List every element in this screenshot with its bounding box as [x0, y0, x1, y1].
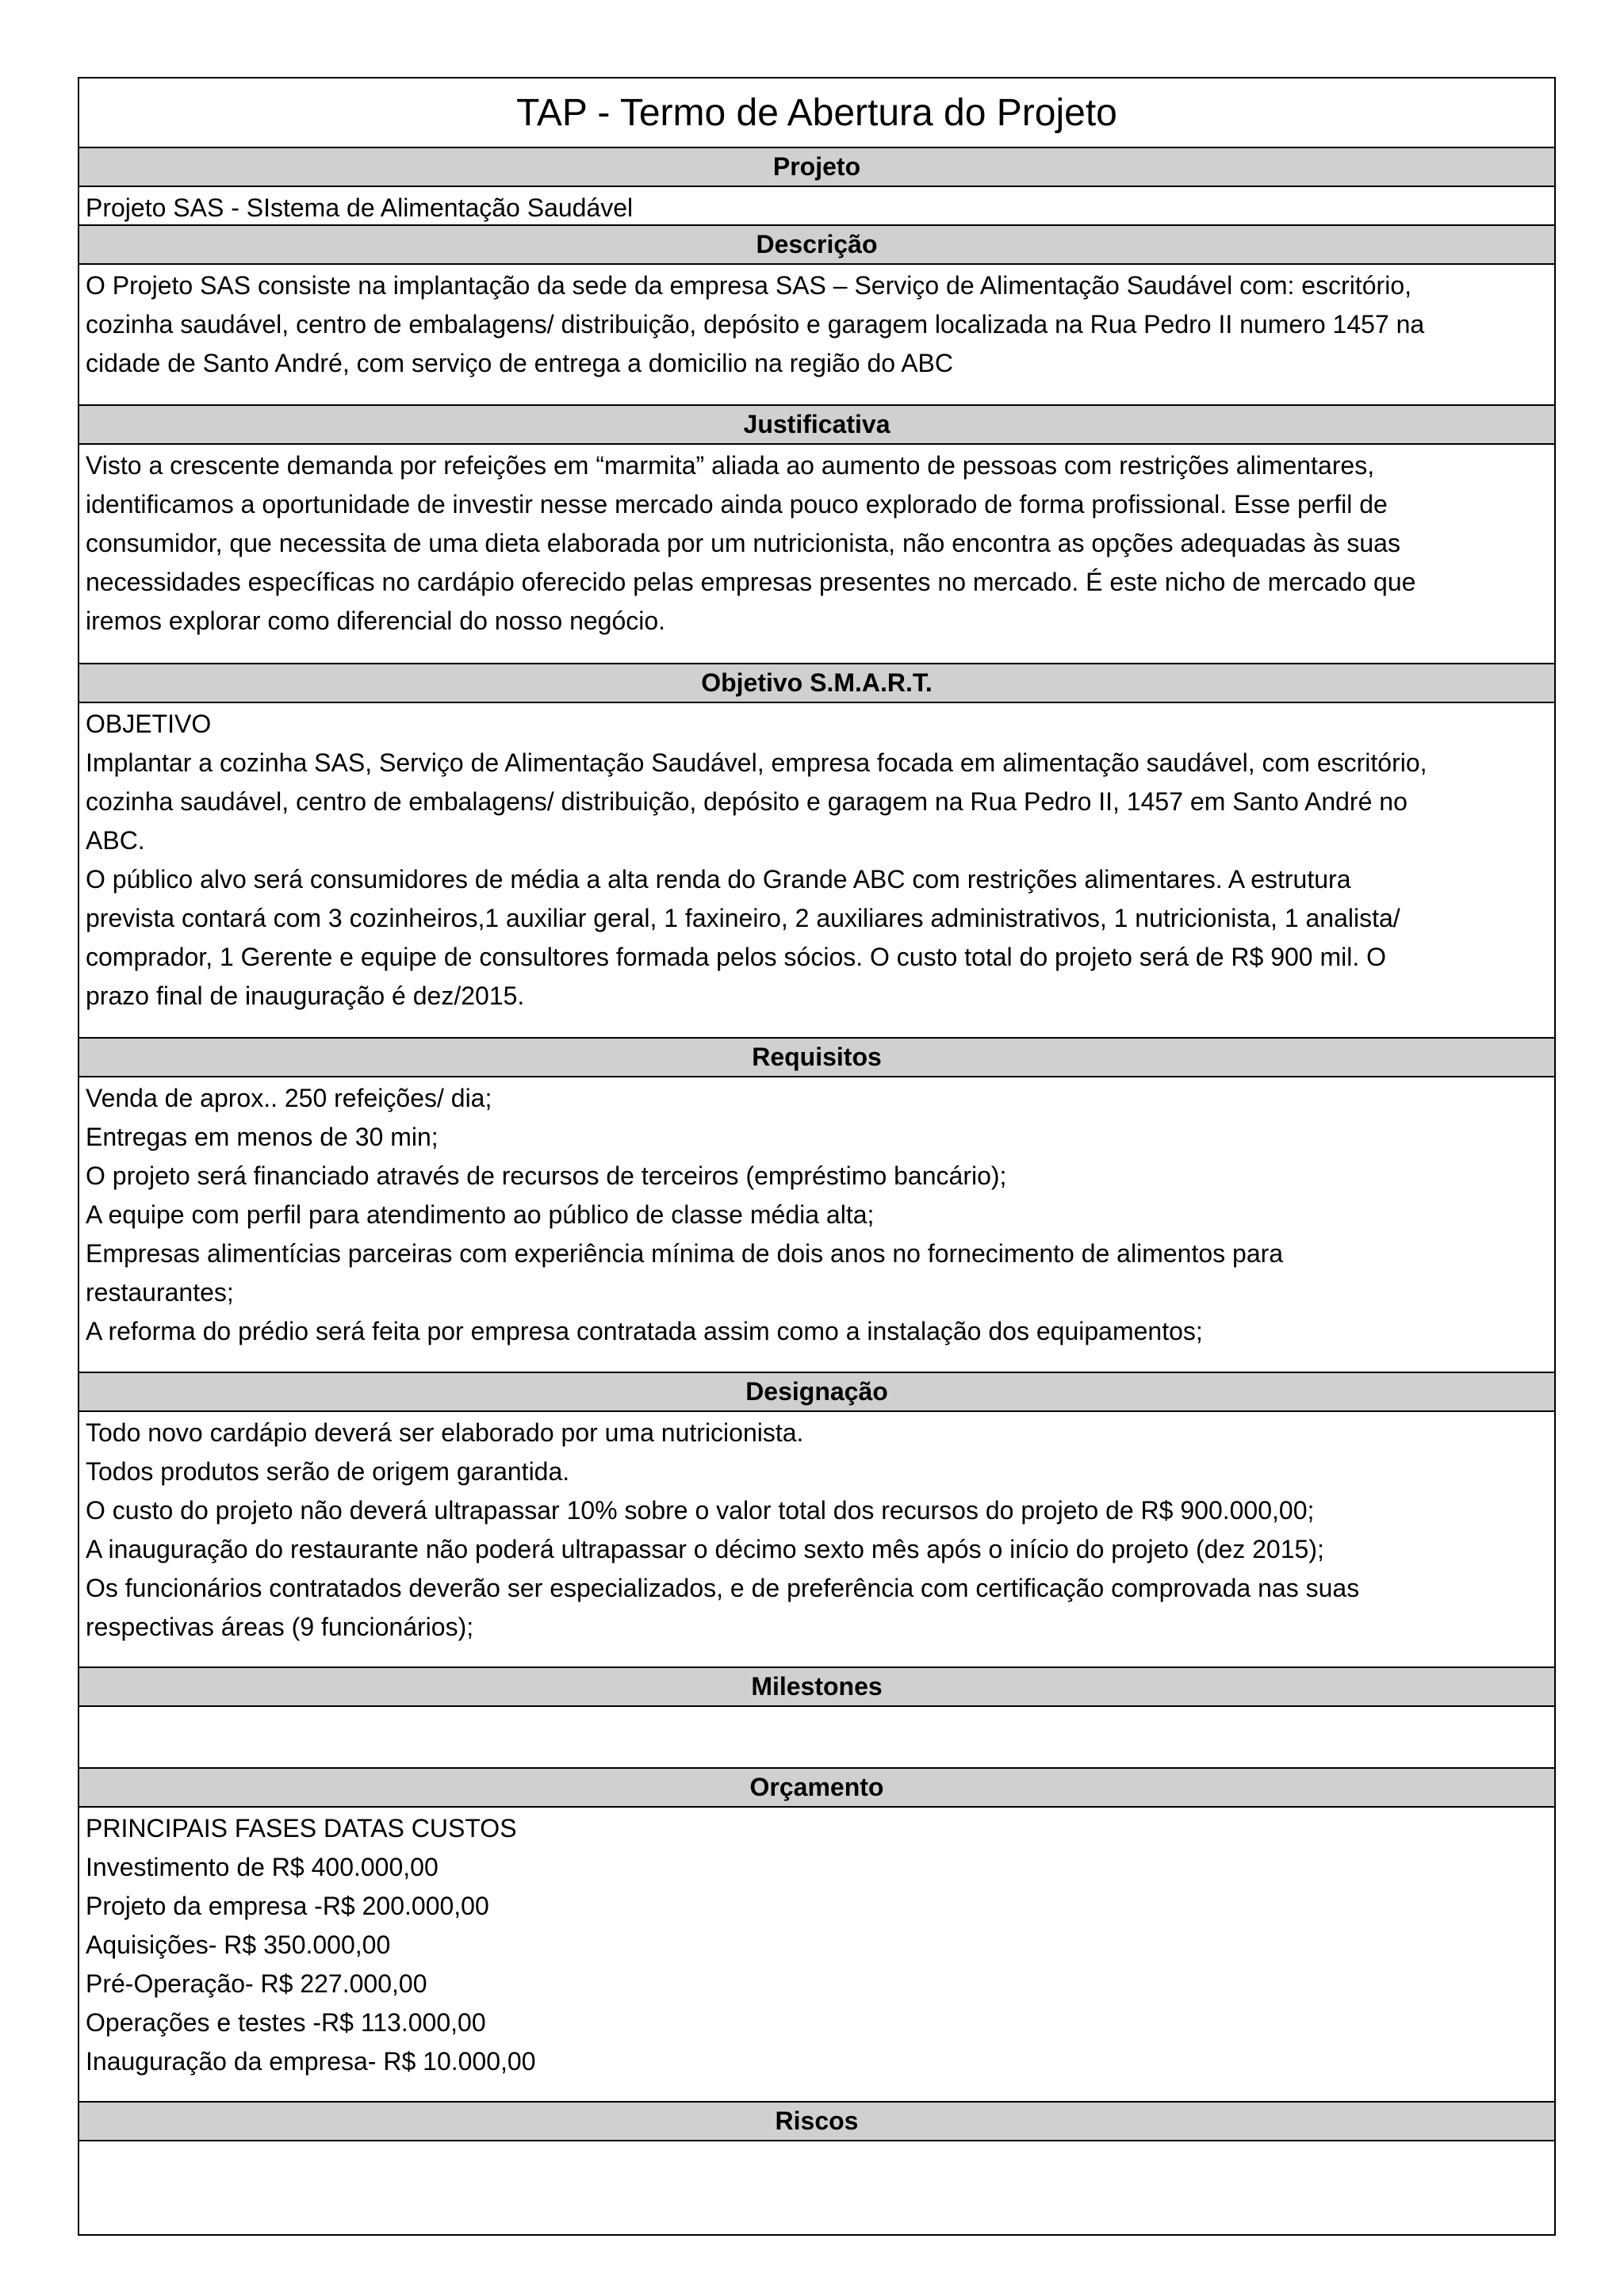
text-line: iremos explorar como diferencial do nosso negócio. [86, 607, 666, 635]
text-line: identificamos a oportunidade de investir nesse mercado ainda pouco explorado de forma profissional. Esse perfil de [86, 490, 1388, 519]
text-line: Aquisições- R$ 350.000,00 [86, 1931, 391, 1959]
text-line: Os funcionários contratados deverão ser especializados, e de preferência com certificação comprovada nas suas [86, 1574, 1360, 1602]
text-line: comprador, 1 Gerente e equipe de consultores formada pelos sócios. O custo total do projeto será de R$ 900 mil. O [86, 943, 1387, 971]
text-line: Entregas em menos de 30 min; [86, 1123, 439, 1151]
section-body-milestones [79, 1707, 1554, 1769]
section-header-orcamento: Orçamento [79, 1769, 1554, 1808]
section-header-objetivo-smart: Objetivo S.M.A.R.T. [79, 664, 1554, 703]
text-line: Empresas alimentícias parceiras com experiência mínima de dois anos no fornecimento de alimentos para [86, 1239, 1284, 1268]
text-line: Visto a crescente demanda por refeições em “marmita” aliada ao aumento de pessoas com restrições alimentares, [86, 451, 1375, 480]
text-line: Operações e testes -R$ 113.000,00 [86, 2008, 486, 2037]
section-body-requisitos [79, 1077, 1554, 1373]
text-line: OBJETIVO [86, 710, 212, 738]
text-line: O Projeto SAS consiste na implantação da sede da empresa SAS – Serviço de Alimentação Saudável com: escritório, [86, 271, 1411, 300]
section-body-objetivo-smart [79, 703, 1554, 1039]
text-line: PRINCIPAIS FASES DATAS CUSTOS [86, 1814, 517, 1843]
section-body-riscos [79, 2141, 1554, 2234]
section-header-projeto: Projeto [79, 148, 1554, 187]
section-body-projeto [79, 187, 1554, 226]
text-line: Inauguração da empresa- R$ 10.000,00 [86, 2047, 536, 2076]
text-line: respectivas áreas (9 funcionários); [86, 1613, 474, 1641]
section-header-designacao: Designação [79, 1373, 1554, 1412]
text-line: prevista contará com 3 cozinheiros,1 auxiliar geral, 1 faxineiro, 2 auxiliares administrativos, 1 nutricionista, 1 analista/ [86, 904, 1400, 932]
text-line: Implantar a cozinha SAS, Serviço de Alimentação Saudável, empresa focada em alimentação saudável, com escritório, [86, 748, 1427, 777]
section-header-milestones: Milestones [79, 1668, 1554, 1707]
text-line: cozinha saudável, centro de embalagens/ distribuição, depósito e garagem localizada na Rua Pedro II numero 1457 na [86, 310, 1425, 339]
text-line: O custo do projeto não deverá ultrapassar 10% sobre o valor total dos recursos do projeto de R$ 900.000,00; [86, 1496, 1315, 1525]
text-line: cidade de Santo André, com serviço de entrega a domicilio na região do ABC [86, 349, 953, 377]
text-line: O projeto será financiado através de recursos de terceiros (empréstimo bancário); [86, 1161, 1007, 1190]
section-body-orcamento [79, 1808, 1554, 2103]
text-line: Pré-Operação- R$ 227.000,00 [86, 1969, 427, 1998]
text-line: Todos produtos serão de origem garantida. [86, 1457, 570, 1486]
text-line: prazo final de inauguração é dez/2015. [86, 982, 525, 1010]
text-line: O público alvo será consumidores de média a alta renda do Grande ABC com restrições alimentares. A estrutura [86, 865, 1351, 894]
section-header-requisitos: Requisitos [79, 1039, 1554, 1077]
text-line: Todo novo cardápio deverá ser elaborado por uma nutricionista. [86, 1418, 804, 1447]
text-line: restaurantes; [86, 1278, 234, 1307]
text-line: consumidor, que necessita de uma dieta elaborada por um nutricionista, não encontra as opções adequadas às suas [86, 529, 1400, 557]
text-line: Projeto da empresa -R$ 200.000,00 [86, 1892, 489, 1920]
section-body-justificativa [79, 445, 1554, 664]
text-line: A reforma do prédio será feita por empresa contratada assim como a instalação dos equipamentos; [86, 1317, 1203, 1345]
text-line: A inauguração do restaurante não poderá ultrapassar o décimo sexto mês após o início do projeto (dez 2015); [86, 1535, 1324, 1563]
text-line: Projeto SAS - SIstema de Alimentação Saudável [86, 193, 634, 222]
section-header-justificativa: Justificativa [79, 406, 1554, 445]
section-body-descricao [79, 265, 1554, 406]
text-line: A equipe com perfil para atendimento ao público de classe média alta; [86, 1200, 875, 1229]
text-line: Venda de aprox.. 250 refeições/ dia; [86, 1084, 492, 1112]
tap-form [78, 77, 1556, 2236]
section-header-riscos: Riscos [79, 2103, 1554, 2141]
section-header-descricao: Descrição [79, 226, 1554, 265]
text-line: ABC. [86, 826, 145, 855]
text-line: cozinha saudável, centro de embalagens/ distribuição, depósito e garagem na Rua Pedro II, 1457 em Santo André no [86, 787, 1408, 816]
text-line: Investimento de R$ 400.000,00 [86, 1853, 439, 1881]
document-title: TAP - Termo de Abertura do Projeto [79, 78, 1554, 148]
text-line: necessidades específicas no cardápio oferecido pelas empresas presentes no mercado. É este nicho de mercado que [86, 568, 1416, 596]
section-body-designacao [79, 1412, 1554, 1668]
